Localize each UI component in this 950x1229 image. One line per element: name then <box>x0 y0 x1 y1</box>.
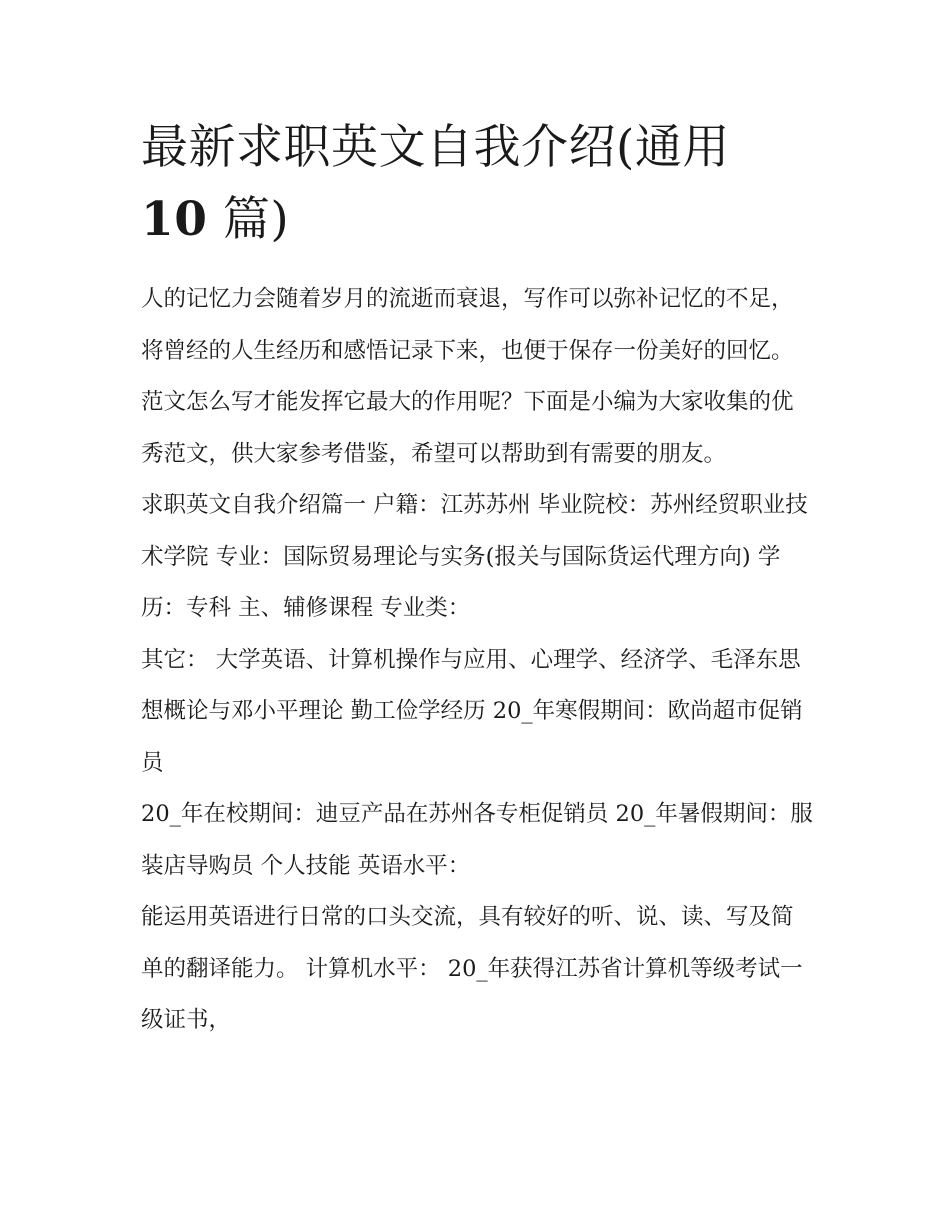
resume-basic-info-paragraph: 求职英文自我介绍篇一 户籍：江苏苏州 毕业院校：苏州经贸职业技术学院 专业：国际贸易理论与实务(报关与国际货运代理方向) 学历：专科 主、辅修课程 专业类： <box>141 492 808 621</box>
title-number: 10 <box>141 192 208 247</box>
courses-and-work-paragraph: 其它： 大学英语、计算机操作与应用、心理学、经济学、毛泽东思想概论与邓小平理论 勤工俭学经历 20_年寒假期间：欧尚超市促销员 <box>141 646 803 776</box>
work-experience-paragraph: 20_年在校期间：迪豆产品在苏州各专柜促销员 20_年暑假期间：服装店导购员 个人技能 英语水平： <box>141 801 813 879</box>
document-body <box>141 274 813 1047</box>
title-line-1: 最新求职英文自我介绍(通用 <box>141 120 730 175</box>
intro-paragraph: 人的记忆力会随着岁月的流逝而衰退，写作可以弥补记忆的不足，将曾经的人生经历和感悟记录下来，也便于保存一份美好的回忆。范文怎么写才能发挥它最大的作用呢？下面是小编为大家收集的优秀范文，供大家参考借鉴，希望可以帮助到有需要的朋友。 <box>141 286 794 467</box>
skills-paragraph: 能运用英语进行日常的口头交流，具有较好的听、说、读、写及简单的翻译能力。 计算机水平： 20_年获得江苏省计算机等级考试一级证书， <box>141 904 803 1033</box>
document-title <box>141 112 813 256</box>
document-page <box>141 112 813 1047</box>
title-line-2: 篇) <box>207 192 290 247</box>
